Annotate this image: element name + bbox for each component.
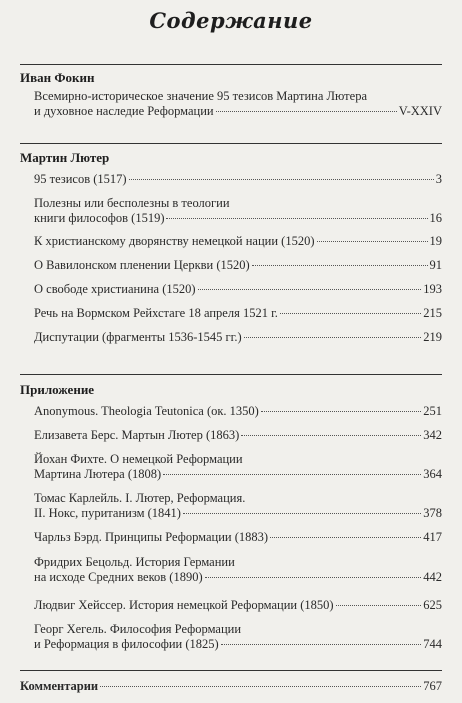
leader-dots — [270, 537, 421, 538]
toc-entry — [34, 530, 442, 545]
toc-entry-title: О свободе христианина (1520) — [34, 282, 196, 296]
toc-page-number: 744 — [423, 636, 442, 651]
toc-entry-title: Речь на Вормском Рейхстаге 18 апреля 1521 г. — [34, 306, 278, 320]
toc-entry-title: и духовное наследие Реформации — [34, 103, 214, 118]
toc-entry-title: книги философов (1519) — [34, 210, 165, 225]
leader-dots — [166, 218, 427, 219]
toc-entry — [34, 196, 442, 225]
leader-dots — [261, 411, 421, 412]
leader-dots — [317, 241, 428, 242]
toc-page-number: 767 — [423, 679, 442, 693]
toc-entry-title: Георг Хегель. Философия Реформации — [34, 622, 242, 636]
divider — [20, 374, 442, 375]
toc-entry — [34, 89, 442, 118]
section-heading: Иван Фокин — [20, 70, 95, 85]
leader-dots — [205, 577, 422, 578]
toc-entry-title: Йохан Фихте. О немецкой Реформации — [34, 452, 243, 466]
toc-entry-title: Елизавета Берс. Мартын Лютер (1863) — [34, 428, 240, 442]
toc-page-number: 442 — [423, 569, 442, 584]
leader-dots — [163, 474, 421, 475]
toc-entry — [34, 282, 442, 297]
toc-entry-title: Томас Карлейль. I. Лютер, Реформация. — [34, 491, 246, 505]
toc-page-number: 417 — [423, 530, 442, 544]
leader-dots — [129, 179, 434, 180]
toc-entry-title: на исходе Средних веков (1890) — [34, 569, 203, 584]
toc-entry — [34, 306, 442, 321]
toc-entry-title: Мартина Лютера (1808) — [34, 466, 162, 481]
toc-entry-title: К христианскому дворянству немецкой нации (1520) — [34, 234, 315, 248]
toc-entry — [34, 491, 442, 520]
toc-entry-title: 95 тезисов (1517) — [34, 172, 127, 186]
section-heading: Приложение — [20, 382, 95, 397]
leader-dots — [216, 111, 397, 112]
leader-dots — [221, 644, 422, 645]
toc-entry — [34, 258, 442, 273]
leader-dots — [244, 337, 422, 338]
toc-page-number: 3 — [435, 172, 442, 186]
toc-entry-title: Фридрих Бецольд. История Германии — [34, 555, 235, 569]
toc-page-number: V-XXIV — [398, 103, 442, 118]
divider — [20, 670, 442, 671]
leader-dots — [100, 686, 421, 687]
toc-entry-title: Всемирно-историческое значение 95 тезисов Мартина Лютера — [34, 89, 367, 103]
toc-page-number: 625 — [423, 598, 442, 612]
leader-dots — [183, 513, 421, 514]
leader-dots — [241, 435, 421, 436]
toc-page-number: 342 — [423, 428, 442, 442]
divider — [20, 64, 442, 65]
toc-entry — [34, 330, 442, 345]
leader-dots — [336, 605, 422, 606]
toc-page-number: 193 — [423, 282, 442, 296]
toc-entry — [34, 234, 442, 249]
toc-entry-title: О Вавилонском пленении Церкви (1520) — [34, 258, 250, 272]
toc-page-number: 219 — [423, 330, 442, 344]
toc-entry-title: Чарльз Бэрд. Принципы Реформации (1883) — [34, 530, 269, 544]
section-heading: Мартин Лютер — [20, 150, 110, 165]
toc-entry-title: II. Нокс, пуританизм (1841) — [34, 505, 181, 520]
toc-page-number: 364 — [423, 466, 442, 481]
toc-entry — [34, 404, 442, 419]
divider — [20, 143, 442, 144]
leader-dots — [280, 313, 421, 314]
page-title: Содержание — [149, 8, 313, 33]
toc-entry-title: Диспутации (фрагменты 1536-1545 гг.) — [34, 330, 242, 344]
toc-page-number: 19 — [429, 234, 442, 248]
toc-page-number: 91 — [429, 258, 442, 272]
toc-entry — [34, 428, 442, 443]
comments-label: Комментарии — [20, 679, 99, 693]
leader-dots — [198, 289, 422, 290]
toc-entry — [34, 452, 442, 481]
toc-entry-title: Anonymous. Theologia Teutonica (ок. 1350) — [34, 404, 259, 418]
toc-entry-title: Полезны или бесполезны в теологии — [34, 196, 230, 210]
leader-dots — [252, 265, 428, 266]
toc-page-number: 16 — [429, 210, 442, 225]
toc-page-number: 378 — [423, 505, 442, 520]
toc-page-number: 251 — [423, 404, 442, 418]
toc-entry-title: и Реформация в философии (1825) — [34, 636, 219, 651]
toc-entry-title: Людвиг Хейссер. История немецкой Реформации (1850) — [34, 598, 334, 612]
toc-entry — [34, 598, 442, 613]
toc-entry — [34, 555, 442, 584]
toc-page-number: 215 — [423, 306, 442, 320]
toc-entry — [34, 622, 442, 651]
comments-entry — [20, 679, 442, 694]
toc-entry — [34, 172, 442, 187]
